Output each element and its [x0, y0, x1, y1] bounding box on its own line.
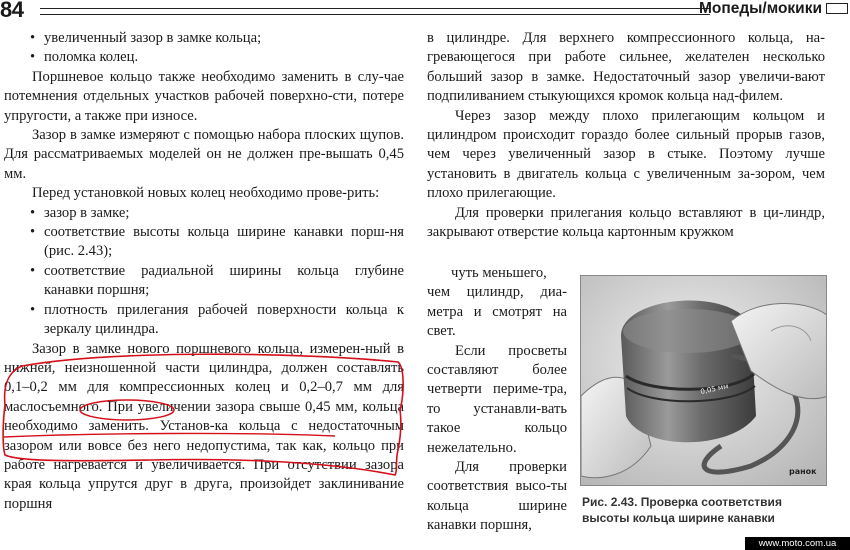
paragraph: чуть меньшего, — [451, 265, 547, 281]
publisher-logo: ранок — [789, 467, 817, 476]
paragraph: Для проверки соответствия высо-ты кольца ширине канавки поршня, — [427, 459, 567, 534]
bullet-item: • плотность прилегания рабочей поверхности кольца к зеркалу цилиндра. — [4, 301, 404, 340]
bullet-item: • зазор в замке; — [4, 204, 404, 223]
paragraph: Перед установкой новых колец необходимо прове-рить: — [32, 185, 380, 202]
site-watermark: www.moto.com.ua — [745, 537, 850, 550]
paragraph: в цилиндре. Для верхнего компрессионного кольца, на-гревающегося при работе сильнее, желателен несколько больший зазор в замке. Недостаточный зазор увеличи-вают подпиливанием стыкующихся кромок кольца над-филем. — [427, 30, 825, 105]
figure-photo — [580, 275, 827, 486]
ring-gauge-label: 0,05 мм — [699, 382, 730, 396]
left-column — [4, 29, 404, 514]
paragraph: чем цилиндр, диа-метра и смотрят на свет. — [427, 284, 567, 340]
paragraph: Для проверки прилегания кольцо вставляют в ци-линдр, закрывают отверстие кольца картонным кружком — [427, 204, 825, 241]
bullet-item: • поломка колец. — [4, 48, 404, 67]
paragraph: Через зазор между плохо прилегающим кольцом и цилиндром происходит гораздо более сильный прорыв газов, чем через увеличенный зазор в стыке. Поэтому лучше установить в двигатель кольца с увеличенным за-зором, чем плохо прилегающие. — [427, 107, 825, 202]
paragraph: Поршневое кольцо также необходимо заменить в слу-чае потемнения отдельных участков рабочей поверхно-сти, потере упругости, а также при износе. — [4, 68, 404, 124]
figure-caption: Рис. 2.43. Проверка соответствия высоты кольца ширине канавки — [582, 495, 782, 525]
bullet-item: • соответствие высоты кольца ширине канавки порш-ня (рис. 2.43); — [4, 223, 404, 262]
bullet-item: • соответствие радиальной ширины кольца глубине канавки поршня; — [4, 262, 404, 301]
paragraph: Зазор в замке нового поршневого кольца, измерен-ный в нижней, неизношенной части цилиндра, должен составлять 0,1–0,2 мм для компрессионных колец и 0,2–0,7 мм для маслосъемного. При увеличении зазора свыше 0,45 мм, кольца необходимо заменить. Установ-ка кольца с недостаточным зазором или вовсе без него недопустима, так как, кольцо при работе нагревается и увеличивается. При отсутствии зазора края кольца упрутся друг в друга, произойдет заклинивание поршня — [4, 340, 404, 512]
paragraph: Зазор в замке измеряют с помощью набора плоских щупов. Для рассматриваемых моделей он не должен пре-вышать 0,45 мм. — [4, 127, 404, 182]
bullet-item: • увеличенный зазор в замке кольца; — [4, 29, 404, 48]
piston-ring-illustration — [581, 276, 827, 486]
paragraph: Если просветы составляют более четверти периме-тра, то устанавли-вать такое кольцо нежелательно. — [427, 342, 567, 456]
header-rule — [40, 8, 710, 15]
right-column-narrow — [427, 264, 567, 536]
header-end-box — [826, 3, 848, 14]
page-number: 84 — [0, 0, 24, 22]
section-title: Мопеды/мокики — [698, 0, 822, 17]
right-column-top — [427, 29, 825, 242]
